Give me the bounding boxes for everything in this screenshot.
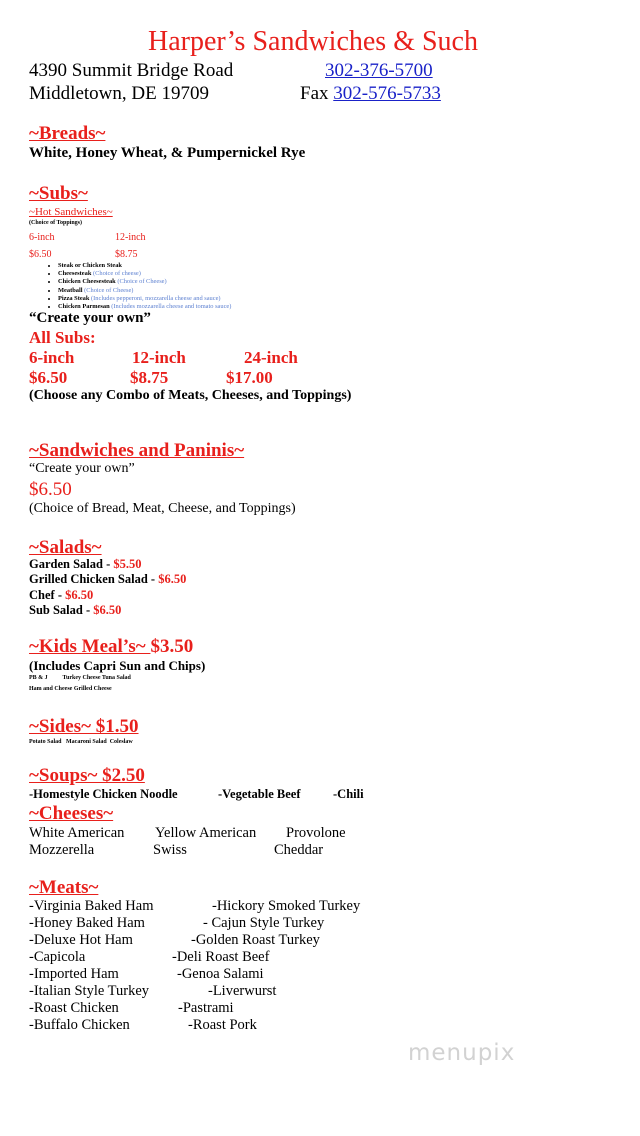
hot-sandwich-list <box>46 262 231 311</box>
all-subs-price-12: $8.75 <box>130 368 169 387</box>
meat-item: -Buffalo Chicken <box>29 1017 130 1033</box>
breads-heading: ~Breads~ <box>29 123 106 144</box>
list-item: • Chicken Cheesesteak (Choice of Cheese) <box>58 278 231 286</box>
meat-item: -Genoa Salami <box>177 966 264 982</box>
fax-link[interactable]: 302-576-5733 <box>333 83 441 104</box>
meat-item: -Roast Pork <box>188 1017 257 1033</box>
list-item: Sub Salad - $6.50 <box>29 603 122 617</box>
list-item: • Steak or Chicken Steak <box>58 262 231 270</box>
kids-items-line2: Ham and Cheese Grilled Cheese <box>29 686 112 692</box>
hot-price-12: $8.75 <box>115 249 138 260</box>
cheese-item: White American <box>29 825 125 841</box>
cheeses-heading: ~Cheeses~ <box>29 803 114 824</box>
subs-heading: ~Subs~ <box>29 183 88 204</box>
meat-item: -Deluxe Hot Ham <box>29 932 133 948</box>
list-item: Chef - $6.50 <box>29 588 94 602</box>
meat-item: -Pastrami <box>178 1000 234 1016</box>
soup-item: -Chili <box>333 787 364 801</box>
all-subs-size-12: 12-inch <box>132 348 186 367</box>
soups-heading: ~Soups~ $2.50 <box>29 765 145 786</box>
fax-label: Fax <box>300 83 329 104</box>
paninis-price: $6.50 <box>29 479 72 500</box>
subs-combo-note: (Choose any Combo of Meats, Cheeses, and Toppings) <box>29 388 352 403</box>
hot-size-6: 6-inch <box>29 232 55 243</box>
all-subs-price-6: $6.50 <box>29 368 68 387</box>
all-subs-size-6: 6-inch <box>29 348 75 367</box>
salads-heading: ~Salads~ <box>29 537 102 558</box>
list-item: Garden Salad - $5.50 <box>29 557 142 571</box>
kids-items-line1: PB & J Turkey Cheese Tuna Salad <box>29 675 131 681</box>
meat-item: -Roast Chicken <box>29 1000 119 1016</box>
meat-item: -Italian Style Turkey <box>29 983 150 999</box>
cheese-item: Cheddar <box>274 842 324 858</box>
address-line1: 4390 Summit Bridge Road <box>29 60 234 81</box>
list-item: Grilled Chicken Salad - $6.50 <box>29 572 187 586</box>
hot-size-12: 12-inch <box>115 232 146 243</box>
breads-list: White, Honey Wheat, & Pumpernickel Rye <box>29 145 306 161</box>
all-subs-label: All Subs: <box>29 328 96 347</box>
meat-item: -Hickory Smoked Turkey <box>212 898 361 914</box>
subs-create-own: “Create your own” <box>29 310 151 326</box>
meat-item: -Golden Roast Turkey <box>191 932 320 948</box>
phone-link[interactable]: 302-376-5700 <box>325 60 433 81</box>
hot-sandwiches-note: (Choice of Toppings) <box>29 220 83 226</box>
list-item: • Pizza Steak (Includes pepperoni, mozzarella cheese and sauce) <box>58 295 231 303</box>
hot-price-6: $6.50 <box>29 249 52 260</box>
address-line2: Middletown, DE 19709 <box>29 83 209 104</box>
cheese-item: Yellow American <box>155 825 257 841</box>
list-item: • Cheesesteak (Choice of cheese) <box>58 270 231 278</box>
cheese-item: Provolone <box>286 825 346 841</box>
paninis-note: (Choice of Bread, Meat, Cheese, and Toppings) <box>29 501 296 516</box>
fax-line <box>300 83 441 105</box>
sides-items: Potato Salad Macaroni Salad Coleslaw <box>29 739 133 745</box>
soup-item: -Vegetable Beef <box>218 787 301 801</box>
meat-item: - Cajun Style Turkey <box>203 915 325 931</box>
meat-item: -Virginia Baked Ham <box>29 898 154 914</box>
meat-item: -Liverwurst <box>208 983 277 999</box>
kids-includes: (Includes Capri Sun and Chips) <box>29 658 206 673</box>
all-subs-price-24: $17.00 <box>226 368 273 387</box>
meat-item: -Deli Roast Beef <box>172 949 270 965</box>
paninis-heading: ~Sandwiches and Paninis~ <box>29 440 245 461</box>
list-item: • Meatball (Choice of Cheese) <box>58 287 231 295</box>
kids-heading: ~Kids Meal’s~ $3.50 <box>29 636 194 657</box>
cheese-item: Mozzerella <box>29 842 95 858</box>
cheese-item: Swiss <box>153 842 187 858</box>
list-item: • Chicken Parmesan (Includes mozzarella cheese and tomato sauce) <box>58 303 231 311</box>
restaurant-title: Harper’s Sandwiches & Such <box>148 26 478 57</box>
all-subs-size-24: 24-inch <box>244 348 298 367</box>
hot-sandwiches-heading: ~Hot Sandwiches~ <box>29 206 113 218</box>
meat-item: -Honey Baked Ham <box>29 915 145 931</box>
meat-item: -Imported Ham <box>29 966 119 982</box>
meats-heading: ~Meats~ <box>29 877 99 898</box>
meat-item: -Capicola <box>29 949 86 965</box>
soup-item: -Homestyle Chicken Noodle <box>29 787 178 801</box>
sides-heading: ~Sides~ $1.50 <box>29 716 139 737</box>
paninis-create-own: “Create your own” <box>29 461 135 476</box>
menupix-watermark-logo: menupix <box>408 1040 516 1066</box>
